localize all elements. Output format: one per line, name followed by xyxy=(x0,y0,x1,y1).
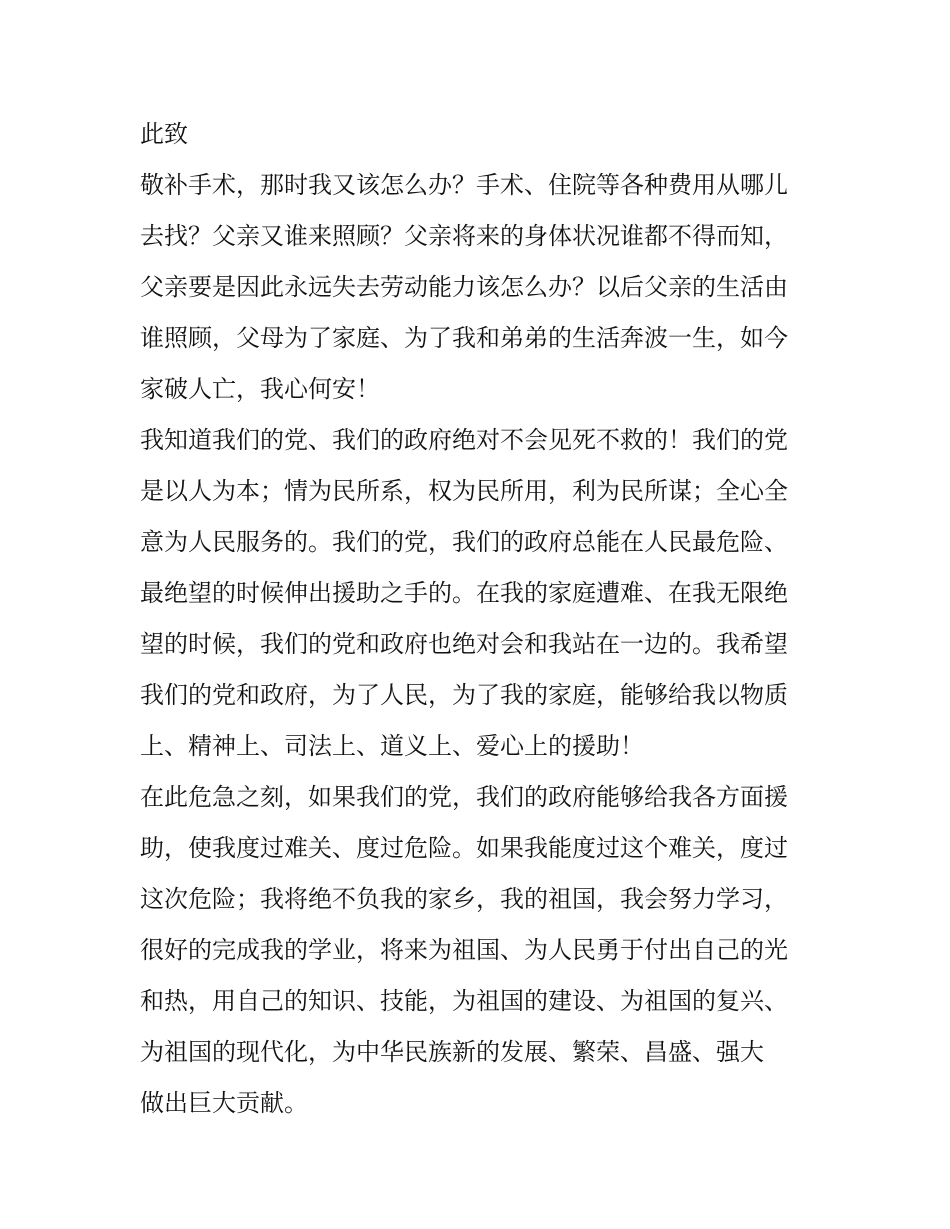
text-line: 望的时候，我们的党和政府也绝对会和我站在一边的。我希望 xyxy=(140,630,788,658)
text-line: 最绝望的时候伸出援助之手的。在我的家庭遭难、在我无限绝 xyxy=(140,579,788,607)
text-line: 做出巨大贡献。 xyxy=(140,1089,308,1117)
text-line: 我知道我们的党、我们的政府绝对不会见死不救的！我们的党 xyxy=(140,426,788,454)
text-line: 意为人民服务的。我们的党，我们的政府总能在人民最危险、 xyxy=(140,528,788,556)
text-line: 家破人亡，我心何安！ xyxy=(140,375,380,403)
text-line: 敬补手术，那时我又该怎么办？手术、住院等各种费用从哪儿 xyxy=(140,171,788,199)
text-line: 为祖国的现代化，为中华民族新的发展、繁荣、昌盛、强大 xyxy=(140,1038,764,1066)
text-line: 上、精神上、司法上、道义上、爱心上的援助！ xyxy=(140,732,644,760)
text-line: 这次危险；我将绝不负我的家乡，我的祖国，我会努力学习， xyxy=(140,885,788,913)
text-line: 去找？父亲又谁来照顾？父亲将来的身体状况谁都不得而知， xyxy=(140,222,788,250)
text-line: 助，使我度过难关、度过危险。如果我能度过这个难关，度过 xyxy=(140,834,788,862)
text-line: 和热，用自己的知识、技能，为祖国的建设、为祖国的复兴、 xyxy=(140,987,788,1015)
text-line: 很好的完成我的学业，将来为祖国、为人民勇于付出自己的光 xyxy=(140,936,788,964)
text-line: 我们的党和政府，为了人民，为了我的家庭，能够给我以物质 xyxy=(140,681,788,709)
text-line: 是以人为本；情为民所系，权为民所用，利为民所谋；全心全 xyxy=(140,477,788,505)
text-line: 父亲要是因此永远失去劳动能力该怎么办？以后父亲的生活由 xyxy=(140,273,788,301)
letter-body xyxy=(140,109,820,1129)
text-line: 谁照顾，父母为了家庭、为了我和弟弟的生活奔波一生，如今 xyxy=(140,324,788,352)
text-line: 此致 xyxy=(140,120,188,148)
text-line: 在此危急之刻，如果我们的党，我们的政府能够给我各方面援 xyxy=(140,783,788,811)
